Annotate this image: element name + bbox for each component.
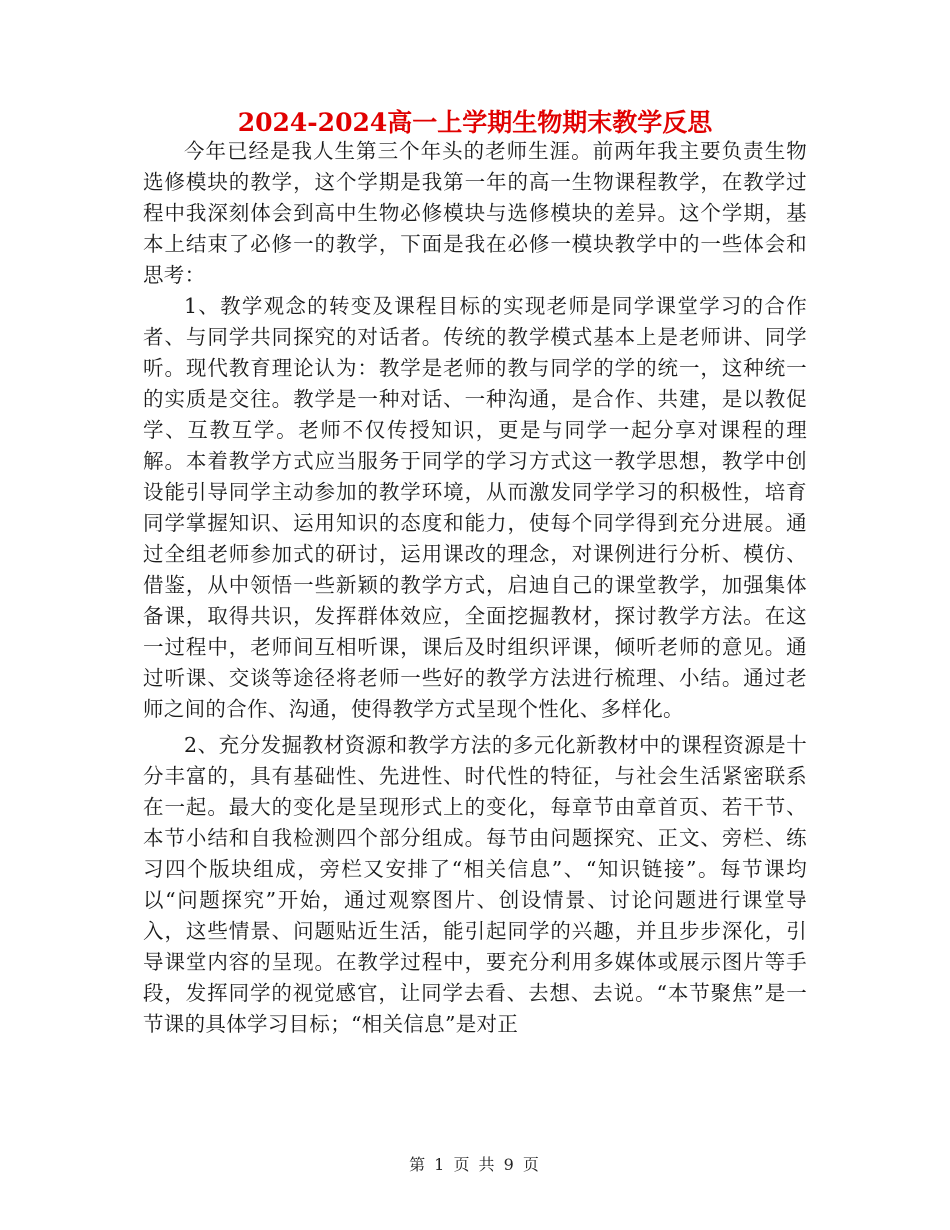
paragraph-intro: 今年已经是我人生第三个年头的老师生涯。前两年我主要负责生物选修模块的教学，这个学期是我第一年的高一生物课程教学，在教学过程中我深刻体会到高中生物必修模块与选修模块的差异。这个学期，基本上结束了必修一的教学，下面是我在必修一模块教学中的一些体会和思考： xyxy=(143,139,807,287)
paragraph-section-2: 2、充分发掘教材资源和教学方法的多元化新教材中的课程资源是十分丰富的，具有基础性、先进性、时代性的特征，与社会生活紧密联系在一起。最大的变化是呈现形式上的变化，每章节由章首页、若干节、本节小结和自我检测四个部分组成。每节由问题探究、正文、旁栏、练习四个版块组成，旁栏又安排了“相关信息”、“知识链接”。每节课均以“问题探究”开始，通过观察图片、创设情景、讨论问题进行课堂导入，这些情景、问题贴近生活，能引起同学的兴趣，并且步步深化，引导课堂内容的呈现。在教学过程中，要充分利用多媒体或展示图片等手段，发挥同学的视觉感官，让同学去看、去想、去说。“本节聚焦”是一节课的具体学习目标；“相关信息”是对正 xyxy=(143,733,807,1036)
document-body xyxy=(143,136,807,1040)
document-title: 2024-2024高一上学期生物期末教学反思 xyxy=(237,108,713,137)
page-number-footer: 第 1 页 共 9 页 xyxy=(409,1155,541,1174)
paragraph-section-1: 1、教学观念的转变及课程目标的实现老师是同学课堂学习的合作者、与同学共同探究的对话者。传统的教学模式基本上是老师讲、同学听。现代教育理论认为：教学是老师的教与同学的学的统一，这种统一的实质是交往。教学是一种对话、一种沟通，是合作、共建，是以教促学、互教互学。老师不仅传授知识，更是与同学一起分享对课程的理解。本着教学方式应当服务于同学的学习方式这一教学思想，教学中创设能引导同学主动参加的教学环境，从而激发同学学习的积极性，培育同学掌握知识、运用知识的态度和能力，使每个同学得到充分进展。通过全组老师参加式的研讨，运用课改的理念，对课例进行分析、模仿、借鉴，从中领悟一些新颖的教学方式，启迪自己的课堂教学，加强集体备课，取得共识，发挥群体效应，全面挖掘教材，探讨教学方法。在这一过程中，老师间互相听课，课后及时组织评课，倾听老师的意见。通过听课、交谈等途径将老师一些好的教学方法进行梳理、小结。通过老师之间的合作、沟通，使得教学方式呈现个性化、多样化。 xyxy=(143,294,807,721)
